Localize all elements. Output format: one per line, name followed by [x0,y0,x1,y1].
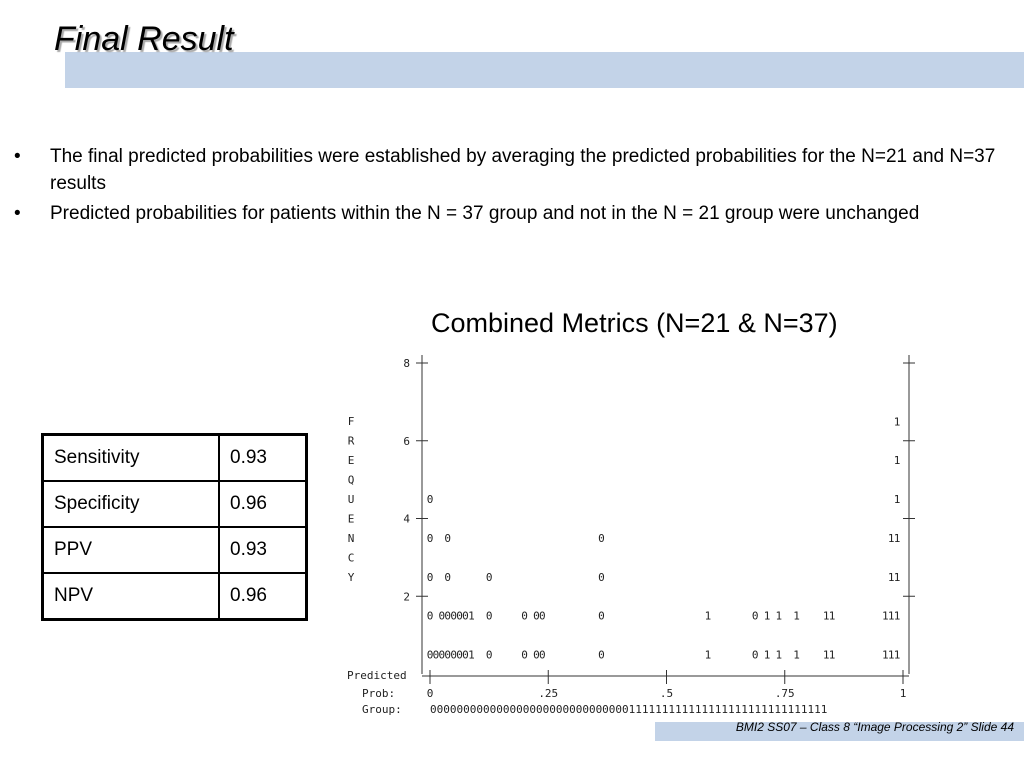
y-axis-label-char: E [347,512,355,526]
plot-symbol: 1 [793,609,800,623]
plot-symbol: 0 [450,648,457,662]
x-tick-label: 0 [426,687,434,700]
y-tick-label: 4 [403,512,410,526]
plot-symbol: 0 [444,609,452,623]
y-axis-label-char: E [347,454,355,467]
plot-symbol: 0 [444,570,452,584]
plot-symbol: 0 [539,648,546,662]
plot-symbol: 0 [598,609,605,623]
plot-symbol: 0 [450,609,457,623]
group-label: Group: [362,703,402,716]
metric-label: Specificity [43,481,220,527]
metric-value: 0.93 [219,435,307,482]
plot-symbol: 0 [485,648,493,662]
plot-symbol: 0 [456,648,463,662]
y-axis-label-char: U [347,493,355,506]
plot-symbol: 1 [893,493,901,507]
plot-symbol: 1 [828,648,836,662]
plot-symbol: 1 [763,609,771,623]
plot-symbol: 0 [426,609,434,623]
footer-text: BMI2 SS07 – Class 8 “Image Processing 2” Slide 44 [735,720,1014,734]
plot-symbol: 1 [893,609,901,623]
plot-symbol: 1 [893,454,901,468]
plot-symbol: 0 [426,531,434,545]
plot-symbol: 1 [893,648,901,662]
y-axis-label-char: F [347,415,355,428]
plot-symbol: 0 [598,531,605,545]
plot-symbol: 0 [444,531,452,545]
plot-symbol: 1 [775,609,783,623]
plot-symbol: 0 [462,609,469,623]
plot-symbol: 0 [751,609,759,623]
y-tick-label: 2 [403,590,410,604]
plot-symbol: 1 [893,570,901,584]
metric-value: 0.96 [219,481,307,527]
plot-symbol: 0 [598,648,605,662]
metric-label: NPV [43,573,220,620]
plot-symbol: 1 [893,415,901,429]
x-tick-label: .75 [774,687,795,700]
plot-symbol: 1 [822,648,830,662]
metric-value: 0.96 [219,573,307,620]
plot-symbol: 1 [468,648,475,662]
slide-title: Final Result [54,20,234,58]
y-axis-label-char: Q [347,473,355,487]
metric-value: 0.93 [219,527,307,573]
y-tick-label: 6 [403,434,410,448]
plot-symbol: 1 [704,648,712,662]
plot-symbol: 0 [751,648,759,662]
plot-symbol: 0 [438,609,446,623]
plot-symbol: 0 [485,609,493,623]
metric-label: PPV [43,527,220,573]
plot-symbol: 0 [426,648,434,662]
plot-symbol: 0 [485,570,493,584]
plot-symbol: 0 [539,609,546,623]
plot-symbol: 1 [887,609,895,623]
plot-symbol: 1 [775,648,783,662]
plot-symbol: 0 [426,570,434,584]
plot-symbol: 1 [881,609,889,623]
bullet-item: • Predicted probabilities for patients within the N = 37 group and not in the N = 21 group were unchanged [14,200,1004,227]
plot-symbol: 0 [462,648,469,662]
plot-symbol: 0 [533,648,540,662]
plot-symbol: 1 [828,609,836,623]
chart-title: Combined Metrics (N=21 & N=37) [431,308,838,338]
plot-symbol: 1 [704,609,712,623]
plot-symbol: 1 [793,648,800,662]
y-axis-label-char: Y [347,571,355,584]
x-tick-label: .5 [659,687,674,700]
prob-label: Prob: [362,687,396,700]
plot-symbol: 1 [893,531,901,545]
plot-symbol: 1 [822,609,830,623]
plot-symbol: 1 [763,648,771,662]
metric-label: Sensitivity [43,435,220,482]
plot-symbol: 1 [887,570,895,584]
plot-symbol: 1 [468,609,475,623]
plot-symbol: 0 [438,648,446,662]
plot-symbol: 1 [881,648,889,662]
y-tick-label: 8 [403,357,410,370]
y-axis-label-char: C [347,551,355,565]
x-tick-label: 1 [899,687,907,700]
y-axis-label-char: R [347,434,355,448]
plot-symbol: 0 [533,609,540,623]
plot-symbol: 0 [426,493,434,507]
x-tick-label: .25 [538,687,559,700]
group-row: 000000000000000000000000000000111111111111111111111111111111 [430,703,828,716]
plot-symbol: 0 [521,609,528,623]
plot-symbol: 0 [521,648,528,662]
plot-symbol: 0 [598,570,605,584]
plot-symbol: 0 [456,609,463,623]
plot-symbol: 0 [432,648,440,662]
bullet-item: • The final predicted probabilities were established by averaging the predicted probabilities for the N=21 and N=37 results [14,143,1004,197]
y-axis-label-char: N [347,532,355,545]
x-axis-label: Predicted [347,669,407,682]
plot-symbol: 0 [444,648,452,662]
plot-symbol: 1 [887,648,895,662]
plot-symbol: 1 [887,531,895,545]
